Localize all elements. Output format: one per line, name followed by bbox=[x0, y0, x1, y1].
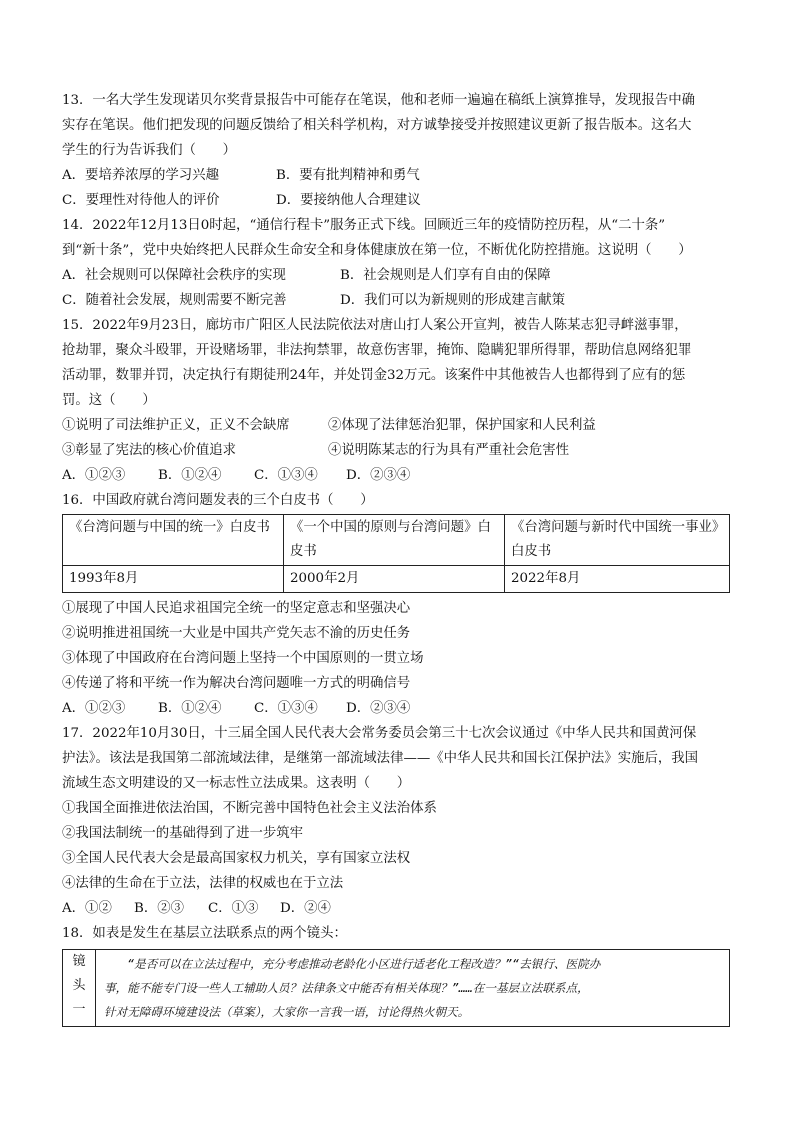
question-stem-line: 15．2022年9月23日，廊坊市广阳区人民法院依法对唐山打人案公开宣判，被告人陈某志犯寻衅滋事罪， bbox=[62, 318, 688, 333]
option-d[interactable]: D．②③④ bbox=[346, 701, 411, 716]
options-row bbox=[62, 288, 732, 313]
statements-row bbox=[62, 438, 732, 463]
statement-4: ④说明陈某志的行为具有严重社会危害性 bbox=[328, 443, 570, 458]
table-cell: 《台湾问题与中国的统一》白皮书 bbox=[63, 515, 284, 566]
question-stem-line: 17．2022年10月30日，十三届全国人民代表大会常务委员会第三十七次会议通过《中华人民共和国黄河保 bbox=[62, 726, 697, 741]
statement-1: ①说明了司法维护正义，正义不会缺席 bbox=[62, 418, 290, 433]
table-cell: 2000年2月 bbox=[284, 566, 505, 593]
question-stem-line: 抢劫罪，聚众斗殴罪，开设赌场罪，非法拘禁罪，故意伤害罪，掩饰、隐瞒犯罪所得罪，帮助信息网络犯罪 bbox=[62, 343, 692, 358]
scene-text bbox=[96, 950, 730, 1027]
option-d[interactable]: D．②④ bbox=[280, 901, 331, 916]
scene-text-line: 针对无障碍环境建设法（草案），大家你一言我一语，讨论得热火朝天。 bbox=[104, 1005, 470, 1019]
question-16 bbox=[62, 488, 732, 721]
options-row bbox=[62, 696, 732, 721]
option-b[interactable]: B．社会规则是人们享有自由的保障 bbox=[340, 268, 551, 283]
table-cell: 1993年8月 bbox=[63, 566, 284, 593]
question-stem-line: 13．一名大学生发现诺贝尔奖背景报告中可能存在笔误，他和老师一遍遍在稿纸上演算推导，发现报告中确 bbox=[62, 93, 696, 108]
option-d[interactable]: D．要接纳他人合理建议 bbox=[276, 193, 421, 208]
options-row bbox=[62, 263, 732, 288]
table-row bbox=[63, 515, 730, 566]
question-stem-line: 实存在笔误。他们把发现的问题反馈给了相关科学机构，对方诚挚接受并按照建议更新了报告版本。这名大 bbox=[62, 118, 692, 133]
option-b[interactable]: B．要有批判精神和勇气 bbox=[276, 168, 420, 183]
question-14 bbox=[62, 213, 732, 313]
option-c[interactable]: C．随着社会发展，规则需要不断完善 bbox=[62, 293, 287, 308]
question-stem-line: 活动罪，数罪并罚，决定执行有期徒刑24年，并处罚金32万元。该案件中其他被告人也都得到了应有的惩 bbox=[62, 368, 686, 383]
option-d[interactable]: D．我们可以为新规则的形成建言献策 bbox=[340, 293, 565, 308]
option-c[interactable]: C．要理性对待他人的评价 bbox=[62, 193, 220, 208]
option-c[interactable]: C．①③④ bbox=[254, 701, 318, 716]
option-c[interactable]: C．①③ bbox=[208, 901, 259, 916]
scene-text-line: 事，能不能专门设一些人工辅助人员？法律条文中能否有相关体现？”……在一基层立法联系点， bbox=[104, 981, 589, 995]
white-paper-table bbox=[62, 514, 730, 593]
statement-1: ①展现了中国人民追求祖国完全统一的坚定意志和坚强决心 bbox=[62, 601, 411, 616]
option-c[interactable]: C．①③④ bbox=[254, 468, 318, 483]
table-row bbox=[63, 950, 730, 1027]
statement-3: ③彰显了宪法的核心价值追求 bbox=[62, 443, 237, 458]
question-18 bbox=[62, 921, 732, 1027]
table-cell: 2022年8月 bbox=[505, 566, 730, 593]
statement-2: ②体现了法律惩治犯罪，保护国家和人民利益 bbox=[328, 418, 596, 433]
table-cell: 《台湾问题与新时代中国统一事业》白皮书 bbox=[505, 515, 730, 566]
question-stem-line: 学生的行为告诉我们（ ） bbox=[62, 143, 237, 158]
option-a[interactable]: A．①② bbox=[62, 901, 112, 916]
question-stem-line: 14．2022年12月13日0时起，“通信行程卡”服务正式下线。回顾近三年的疫情防控历程，从“二十条” bbox=[62, 218, 666, 233]
options-row bbox=[62, 188, 732, 213]
statements-row bbox=[62, 413, 732, 438]
option-b[interactable]: B．①②④ bbox=[158, 701, 222, 716]
statement-4: ④法律的生命在于立法，法律的权威也在于立法 bbox=[62, 876, 344, 891]
options-row bbox=[62, 896, 732, 921]
scene-label-char: 一 bbox=[72, 1002, 86, 1017]
scene-label bbox=[63, 950, 96, 1027]
question-stem: 18．如表是发生在基层立法联系点的两个镜头： bbox=[62, 926, 347, 941]
statement-3: ③体现了中国政府在台湾问题上坚持一个中国原则的一贯立场 bbox=[62, 651, 424, 666]
option-a[interactable]: A．社会规则可以保障社会秩序的实现 bbox=[62, 268, 286, 283]
scene-label-char: 头 bbox=[72, 978, 86, 993]
scene-text-line: “是否可以在立法过程中，充分考虑推动老龄化小区进行适老化工程改造？”“去银行、医院办 bbox=[127, 957, 601, 971]
question-stem-line: 罚。这（ ） bbox=[62, 393, 156, 408]
scene-table bbox=[62, 949, 730, 1027]
option-d[interactable]: D．②③④ bbox=[346, 468, 411, 483]
statement-1: ①我国全面推进依法治国，不断完善中国特色社会主义法治体系 bbox=[62, 801, 437, 816]
question-17 bbox=[62, 721, 732, 921]
statement-4: ④传递了将和平统一作为解决台湾问题唯一方式的明确信号 bbox=[62, 676, 411, 691]
option-a[interactable]: A．①②③ bbox=[62, 468, 126, 483]
table-row bbox=[63, 566, 730, 593]
exam-page bbox=[62, 88, 732, 1027]
question-stem-line: 护法》。该法是我国第二部流域法律，是继第一部流域法律——《中华人民共和国长江保护法》实施后，我国 bbox=[62, 751, 699, 766]
statement-2: ②我国法制统一的基础得到了进一步筑牢 bbox=[62, 826, 304, 841]
question-13 bbox=[62, 88, 732, 213]
question-stem-line: 流域生态文明建设的又一标志性立法成果。这表明（ ） bbox=[62, 776, 411, 791]
question-stem-line: 到“新十条”，党中央始终把人民群众生命安全和身体健康放在第一位，不断优化防控措施。这说明（ ） bbox=[62, 243, 692, 258]
options-row bbox=[62, 163, 732, 188]
options-row bbox=[62, 463, 732, 488]
statement-2: ②说明推进祖国统一大业是中国共产党矢志不渝的历史任务 bbox=[62, 626, 411, 641]
scene-label-char: 镜 bbox=[72, 954, 86, 969]
option-a[interactable]: A．要培养浓厚的学习兴趣 bbox=[62, 168, 219, 183]
option-b[interactable]: B．①②④ bbox=[158, 468, 222, 483]
option-b[interactable]: B．②③ bbox=[134, 901, 185, 916]
statement-3: ③全国人民代表大会是最高国家权力机关，享有国家立法权 bbox=[62, 851, 411, 866]
question-15 bbox=[62, 313, 732, 488]
option-a[interactable]: A．①②③ bbox=[62, 701, 126, 716]
question-stem: 16．中国政府就台湾问题发表的三个白皮书（ ） bbox=[62, 493, 374, 508]
table-cell: 《一个中国的原则与台湾问题》白皮书 bbox=[284, 515, 505, 566]
